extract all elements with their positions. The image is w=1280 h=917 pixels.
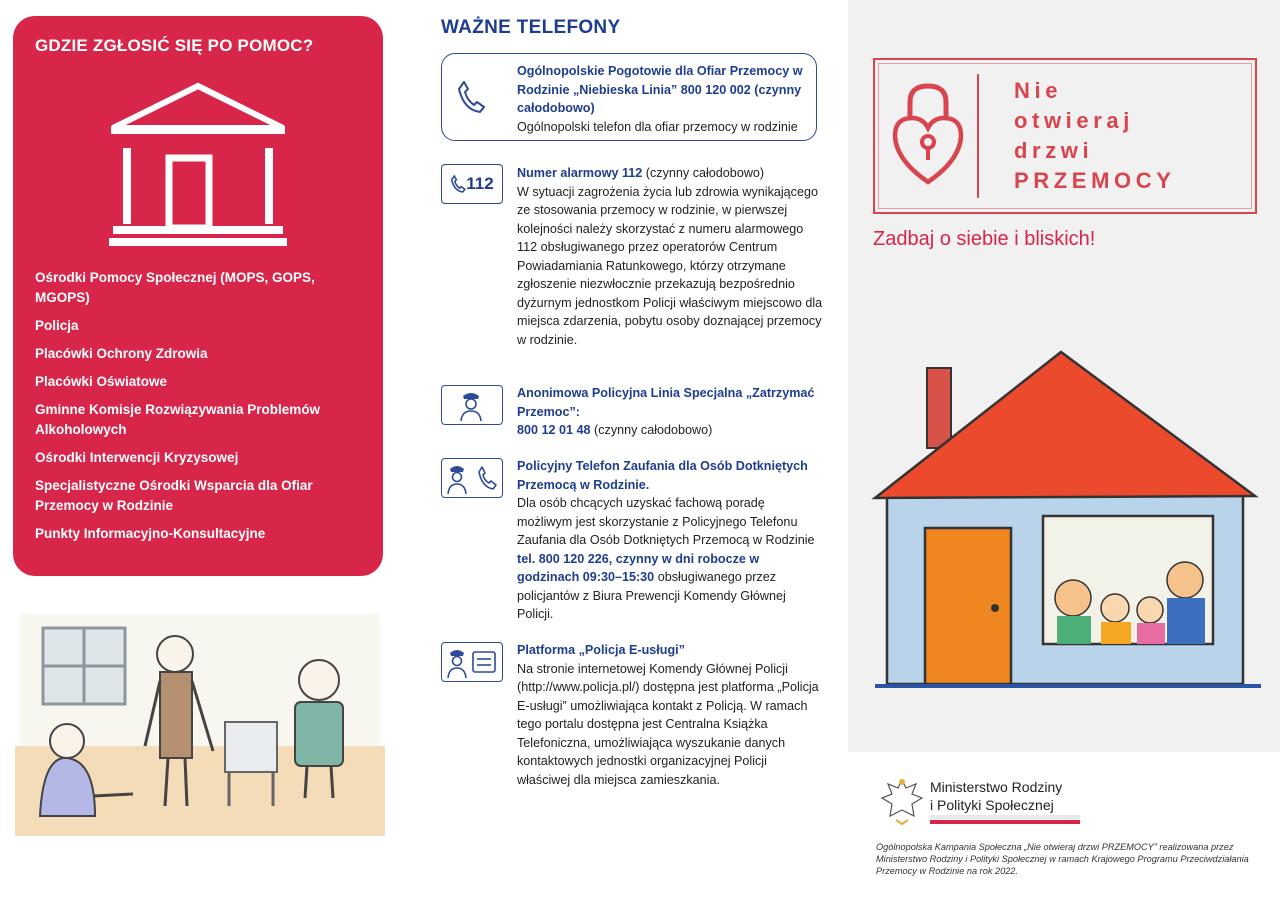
- help-list: [35, 268, 365, 552]
- police-id-card-glyph: [442, 643, 501, 680]
- trust-body-start: Dla osób chcących uzyskać fachową poradę możliwym jest skorzystanie z Policyjnego Telefonu Zaufania dla Osób Dotkniętych Przemocą w Rodzinie: [517, 496, 815, 547]
- phone-icon: [456, 80, 486, 114]
- alarm-112-icon: [441, 164, 503, 204]
- family-house-illustration: [865, 340, 1265, 700]
- help-item-education: Placówki Oświatowe: [35, 374, 168, 389]
- help-item-alcohol: Gminne Komisje Rozwiązywania Problemów Alkoholowych: [35, 402, 321, 437]
- police-phone-glyph: [442, 459, 501, 496]
- niebieska-heading: Ogólnopolskie Pogotowie dla Ofiar Przemocy w Rodzinie „Niebieska Linia” 800 120 002 (czynny całodobowo): [517, 64, 803, 115]
- help-item-info: Punkty Informacyjno-Konsultacyjne: [35, 526, 266, 541]
- eservices-heading: Platforma „Policja E-usługi”: [517, 643, 685, 657]
- anonymous-heading: Anonimowa Policyjna Linia Specjalna „Zatrzymać Przemoc”:: [517, 386, 815, 419]
- help-item-crisis: Ośrodki Interwencji Kryzysowej: [35, 450, 239, 465]
- family-conflict-illustration: [15, 606, 385, 836]
- campaign-divider: [977, 74, 979, 198]
- help-title: GDZIE ZGŁOSIĆ SIĘ PO POMOC?: [35, 36, 314, 55]
- flag-bar-white: [930, 815, 1080, 819]
- ministry-name-line2: i Polityki Społecznej: [930, 797, 1054, 813]
- campaign-footer-note: Ogólnopolska Kampania Społeczna „Nie otwieraj drzwi PRZEMOCY” realizowana przez Ministerstwo Rodziny i Polityki Społecznej w ramach Krajowego Programu Przeciwdziałania Przemocy w Rodzinie na rok 2022.: [876, 842, 1249, 876]
- ministry-name-line1: Ministerstwo Rodziny: [930, 779, 1063, 795]
- campaign-line-1: Nie: [1014, 78, 1063, 103]
- anonymous-hours: (czynny całodobowo): [590, 423, 713, 437]
- alarm-heading: Numer alarmowy 112: [517, 166, 643, 180]
- trust-body-end: obsługiwanego przez policjantów z Biura Prewencji Komendy Głównej Policji.: [517, 570, 786, 621]
- trust-phone: tel. 800 120 226, czynny w dni robocze w godzinach 09:30–15:30: [517, 551, 760, 584]
- help-item-ops: Ośrodki Pomocy Społecznej (MOPS, GOPS, MGOPS): [35, 270, 315, 305]
- flag-bar-red: [930, 820, 1080, 824]
- campaign-line-4: PRZEMOCY: [1014, 168, 1176, 193]
- alarm-112-icon-label: 112: [466, 174, 494, 193]
- campaign-line-2: otwieraj: [1014, 108, 1134, 133]
- eservices-body: Na stronie internetowej Komendy Głównej Policji (http://www.policja.pl/) dostępna jest platforma „Policja E-usługi” umożliwiająca kontakt z Policją. W ramach tego portalu dostępna jest Centralna Książka Telefoniczna, umożliwiająca wyszukanie danych kontaktowych jednostki organizacyjnej Policji właściwej dla miejsca zamieszkania.: [517, 661, 819, 787]
- ministry-name: [930, 778, 1062, 814]
- help-item-health: Placówki Ochrony Zdrowia: [35, 346, 208, 361]
- alarm-hours: (czynny całodobowo): [642, 166, 765, 180]
- phone-icon: [450, 175, 466, 193]
- help-item-support: Specjalistyczne Ośrodki Wsparcia dla Ofiar Przemocy w Rodzinie: [35, 478, 313, 513]
- white-eagle-emblem-icon: [880, 776, 924, 826]
- police-officer-glyph: [442, 386, 501, 423]
- trust-entry: [517, 457, 819, 624]
- police-phone-icon: [441, 458, 503, 498]
- trust-heading: Policyjny Telefon Zaufania dla Osób Dotkniętych Przemocą w Rodzinie.: [517, 459, 808, 492]
- police-id-card-icon: [441, 642, 503, 682]
- help-card: [13, 16, 383, 576]
- anonymous-number: 800 12 01 48: [517, 423, 591, 437]
- campaign-line-3: drzwi: [1014, 138, 1094, 163]
- help-item-police: Policja: [35, 318, 79, 333]
- building-icon: [109, 80, 287, 250]
- anonymous-entry: [517, 384, 817, 440]
- niebieska-linia-text: [517, 62, 813, 136]
- eservices-entry: [517, 641, 821, 789]
- campaign-tagline: Zadbaj o siebie i bliskich!: [873, 228, 1096, 250]
- alarm-entry: [517, 164, 823, 349]
- police-officer-icon: [441, 385, 503, 425]
- heart-padlock-icon: [890, 80, 966, 188]
- phones-title: WAŻNE TELEFONY: [441, 17, 621, 38]
- alarm-body: W sytuacji zagrożenia życia lub zdrowia wynikającego ze stosowania przemocy w rodzinie, w pierwszej kolejności należy skorzystać z numeru alarmowego 112 obsługiwanego przez operatorów Centrum Powiadamiania Ratunkowego, którzy otrzymane zgłoszenie niezwłocznie przekazują bezpośrednio dyżurnym jednostkom Policji właściwym miejscowo dla miejsca zdarzenia, pobytu osoby doznającej przemocy w rodzinie.: [517, 184, 823, 347]
- niebieska-desc: Ogólnopolski telefon dla ofiar przemocy w rodzinie: [517, 119, 798, 134]
